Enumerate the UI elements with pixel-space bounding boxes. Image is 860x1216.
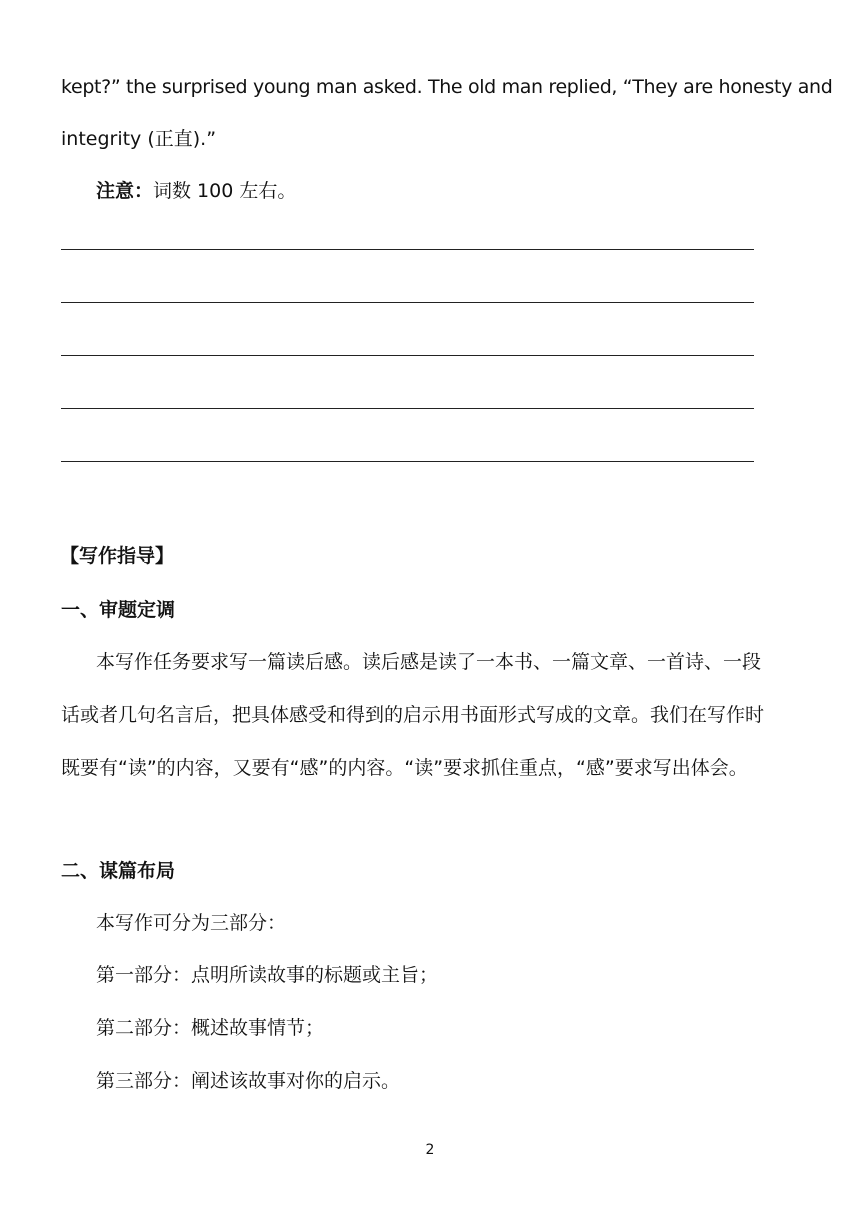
story-line-1: kept?” the surprised young man asked. The old man replied, “They are honesty and	[61, 76, 833, 98]
section-1-paragraph-line-3: 既要有“读”的内容，又要有“感”的内容。“读”要求抓住重点，“感”要求写出体会。	[61, 757, 748, 779]
note-text: 词数 100 左右。	[153, 180, 297, 202]
answer-line-2	[61, 302, 754, 303]
section-2-intro: 本写作可分为三部分：	[96, 912, 287, 934]
section-2-part-2: 第二部分：概述故事情节；	[96, 1017, 325, 1039]
answer-line-3	[61, 355, 754, 356]
section-1-paragraph-line-2: 话或者几句名言后，把具体感受和得到的启示用书面形式写成的文章。我们在写作时	[61, 704, 765, 726]
section-2-part-3: 第三部分：阐述该故事对你的启示。	[96, 1070, 401, 1092]
page-number: 2	[425, 1142, 435, 1158]
note-label: 注意：	[96, 180, 154, 202]
word-count-note	[96, 178, 296, 204]
answer-line-4	[61, 408, 754, 409]
writing-guide-heading: 【写作指导】	[60, 545, 175, 567]
story-line-2: integrity (正直).”	[61, 128, 217, 150]
section-1-paragraph-line-1: 本写作任务要求写一篇读后感。读后感是读了一本书、一篇文章、一首诗、一段	[96, 651, 762, 673]
section-2-title: 二、谋篇布局	[61, 860, 176, 882]
section-1-title: 一、审题定调	[61, 599, 176, 621]
answer-line-1	[61, 249, 754, 250]
answer-line-5	[61, 461, 754, 462]
section-2-part-1: 第一部分：点明所读故事的标题或主旨；	[96, 964, 439, 986]
